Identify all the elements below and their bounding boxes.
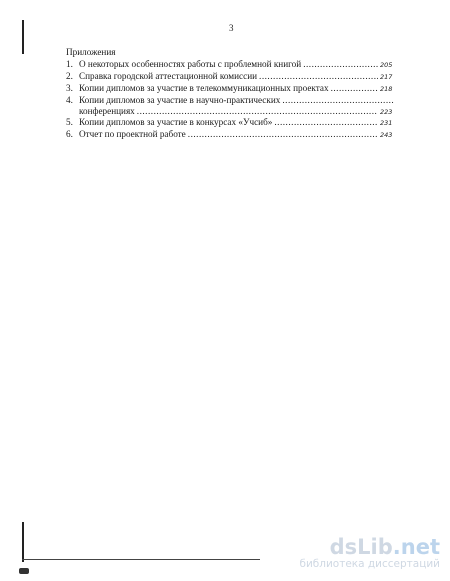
dot-leader [259,71,378,82]
binding-mark-top [22,20,24,54]
page-number: 3 [229,23,234,33]
item-number: 4. [66,94,73,105]
item-page: 223 [380,107,393,116]
item-number: 1. [66,58,73,69]
appendix-item [66,83,396,95]
appendix-item-continuation [66,106,396,118]
dot-leader [274,117,378,128]
dot-leader [188,129,378,140]
appendix-item [66,71,396,83]
watermark-logo [299,536,440,558]
appendix-item [66,95,396,106]
bottom-rule [22,559,260,560]
scan-blot [19,568,29,574]
item-page: 243 [380,131,393,140]
item-number: 6. [66,129,73,140]
watermark-logo-main: dsLib [329,535,393,559]
item-text: Копии дипломов за участие в научно-практических [79,94,281,105]
item-page: 217 [380,72,393,81]
item-number: 3. [66,82,73,93]
item-number: 5. [66,117,73,128]
binding-mark-bottom [22,522,24,562]
item-text: Копии дипломов за участие в конкурсах «Учсиб» [79,117,273,128]
item-text: О некоторых особенностях работы с проблемной книгой [79,58,302,69]
item-text: Копии дипломов за участие в телекоммуникационных проектах [79,82,329,93]
item-page: 205 [380,60,393,69]
appendix-title: Приложения [66,47,116,57]
appendix-item [66,59,396,71]
item-number: 2. [66,70,73,81]
item-text: Справка городской аттестационной комиссии [79,70,258,81]
item-text: конференциях [79,105,135,116]
dot-leader [331,83,378,94]
watermark-subtitle: библиотека диссертаций [299,558,440,570]
appendix-item [66,117,396,129]
dot-leader [282,95,394,106]
appendix-item [66,129,396,141]
dot-leader [303,59,378,70]
item-page: 218 [380,84,393,93]
watermark-logo-suffix: .net [392,535,440,559]
appendix-list [66,47,396,141]
site-watermark [299,536,440,571]
item-page: 231 [380,119,393,128]
item-text: Отчет по проектной работе [79,129,186,140]
dot-leader [137,106,378,117]
